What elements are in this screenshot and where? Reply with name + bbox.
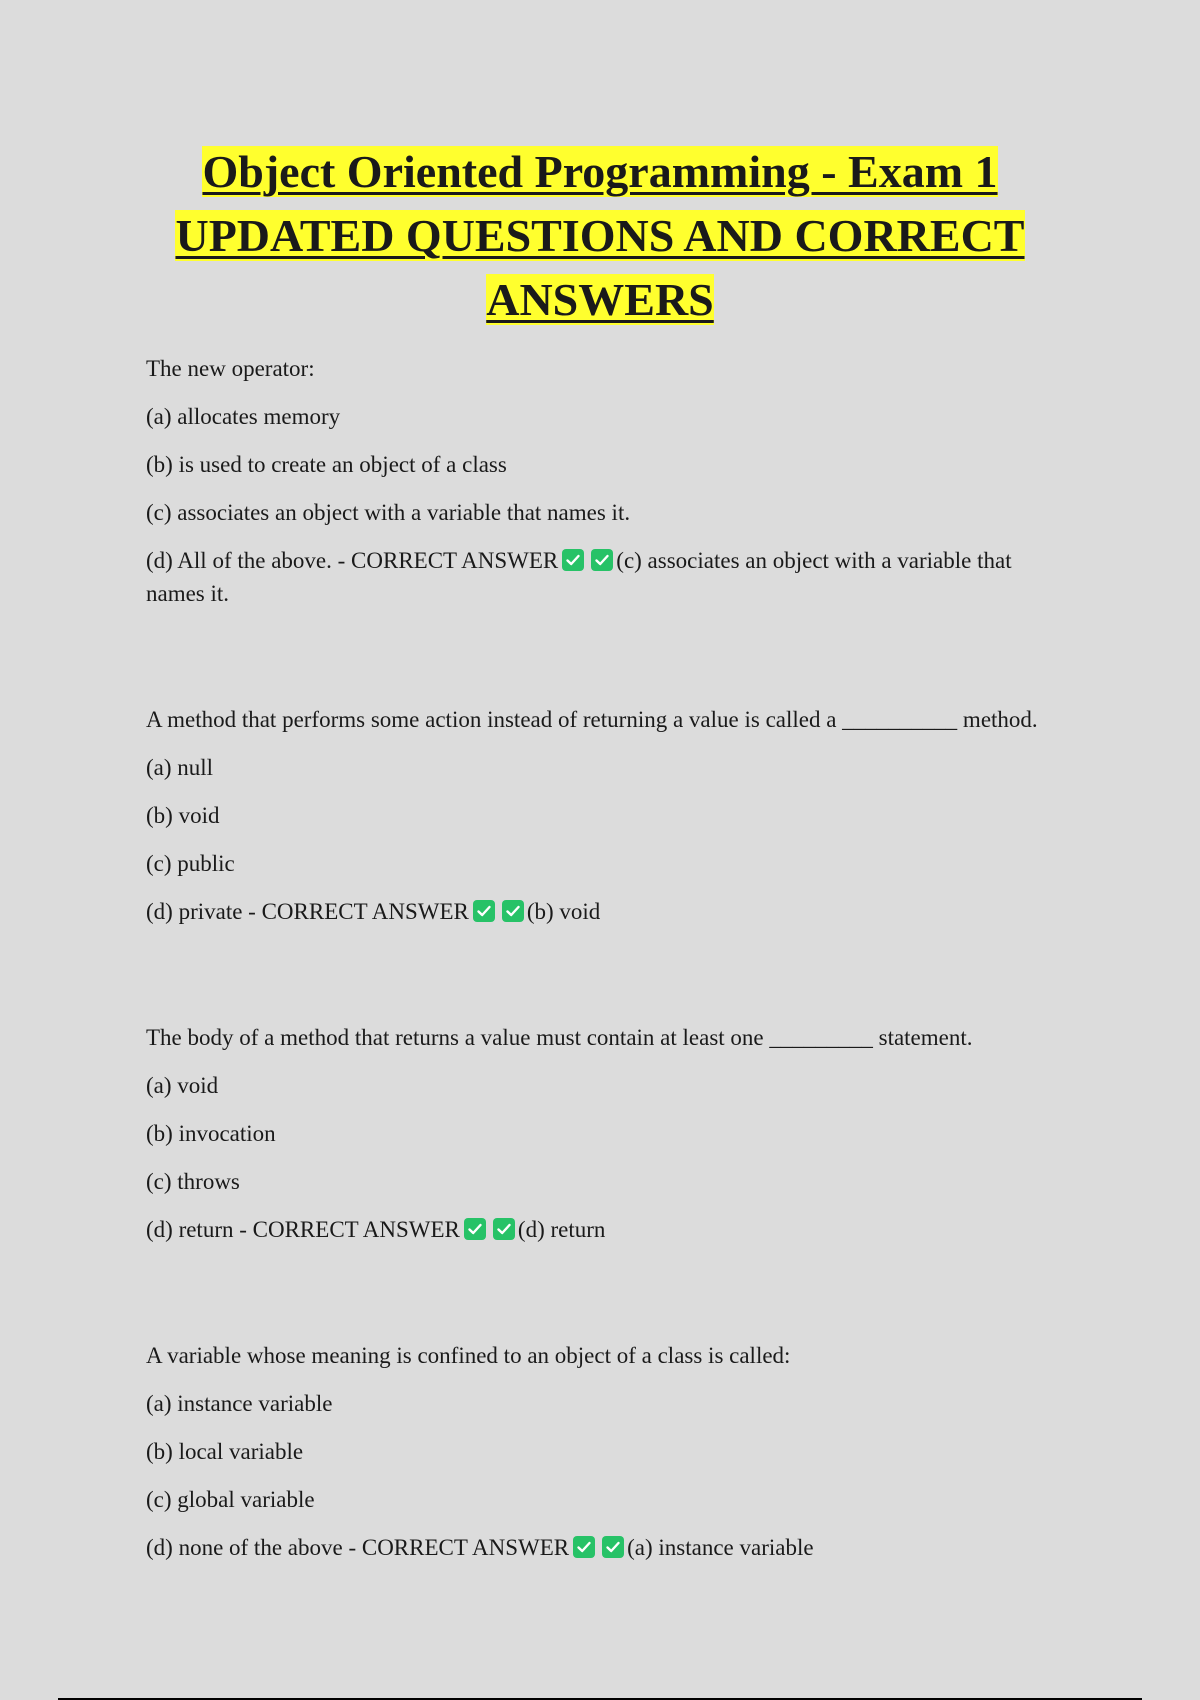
- check-box-icon: [562, 549, 584, 571]
- question-text: A variable whose meaning is confined to an object of a class is called:: [146, 1343, 791, 1368]
- option-a: (a) allocates memory: [146, 404, 341, 429]
- answer-line: [146, 895, 1046, 928]
- check-box-icon: [493, 1218, 515, 1240]
- option-a: (a) instance variable: [146, 1391, 333, 1416]
- check-box-icon: [602, 1536, 624, 1558]
- question-2: [146, 703, 1046, 928]
- option-d: (d) return - CORRECT ANSWER: [146, 1217, 460, 1242]
- question-1: [146, 352, 1046, 610]
- option-b: (b) void: [146, 803, 220, 828]
- check-box-icon: [502, 900, 524, 922]
- option-b: (b) local variable: [146, 1439, 304, 1464]
- answer-line: [146, 1531, 1046, 1564]
- check-box-icon: [573, 1536, 595, 1558]
- correct-answer: (a) instance variable: [627, 1535, 814, 1560]
- option-b: (b) invocation: [146, 1121, 276, 1146]
- answer-line: [146, 544, 1046, 610]
- question-4: [146, 1339, 1046, 1564]
- option-d: (d) none of the above - CORRECT ANSWER: [146, 1535, 570, 1560]
- correct-answer: (d) return: [517, 1217, 606, 1242]
- correct-answer: (c) associates an object with a variable that names it.: [146, 548, 1012, 606]
- check-box-icon: [591, 549, 613, 571]
- option-c: (c) public: [146, 851, 235, 876]
- document-title: [120, 140, 1080, 332]
- option-d: (d) All of the above. - CORRECT ANSWER: [146, 548, 559, 573]
- question-text: The body of a method that returns a value must contain at least one _________ statement.: [146, 1025, 973, 1050]
- option-b: (b) is used to create an object of a class: [146, 452, 507, 477]
- option-c: (c) global variable: [146, 1487, 315, 1512]
- question-3: [146, 1021, 1046, 1246]
- option-a: (a) null: [146, 755, 214, 780]
- correct-answer: (b) void: [526, 899, 601, 924]
- questions-list: [146, 352, 1046, 1657]
- title-line-3: ANSWERS: [486, 274, 714, 325]
- title-line-2: UPDATED QUESTIONS AND CORRECT: [175, 210, 1025, 261]
- question-text: A method that performs some action instead of returning a value is called a __________ method.: [146, 707, 1038, 732]
- question-text: The new operator:: [146, 356, 315, 381]
- check-box-icon: [464, 1218, 486, 1240]
- option-d: (d) private - CORRECT ANSWER: [146, 899, 469, 924]
- option-a: (a) void: [146, 1073, 219, 1098]
- option-c: (c) throws: [146, 1169, 240, 1194]
- title-line-1: Object Oriented Programming - Exam 1: [202, 146, 998, 197]
- answer-line: [146, 1213, 1046, 1246]
- check-box-icon: [473, 900, 495, 922]
- option-c: (c) associates an object with a variable that names it.: [146, 500, 631, 525]
